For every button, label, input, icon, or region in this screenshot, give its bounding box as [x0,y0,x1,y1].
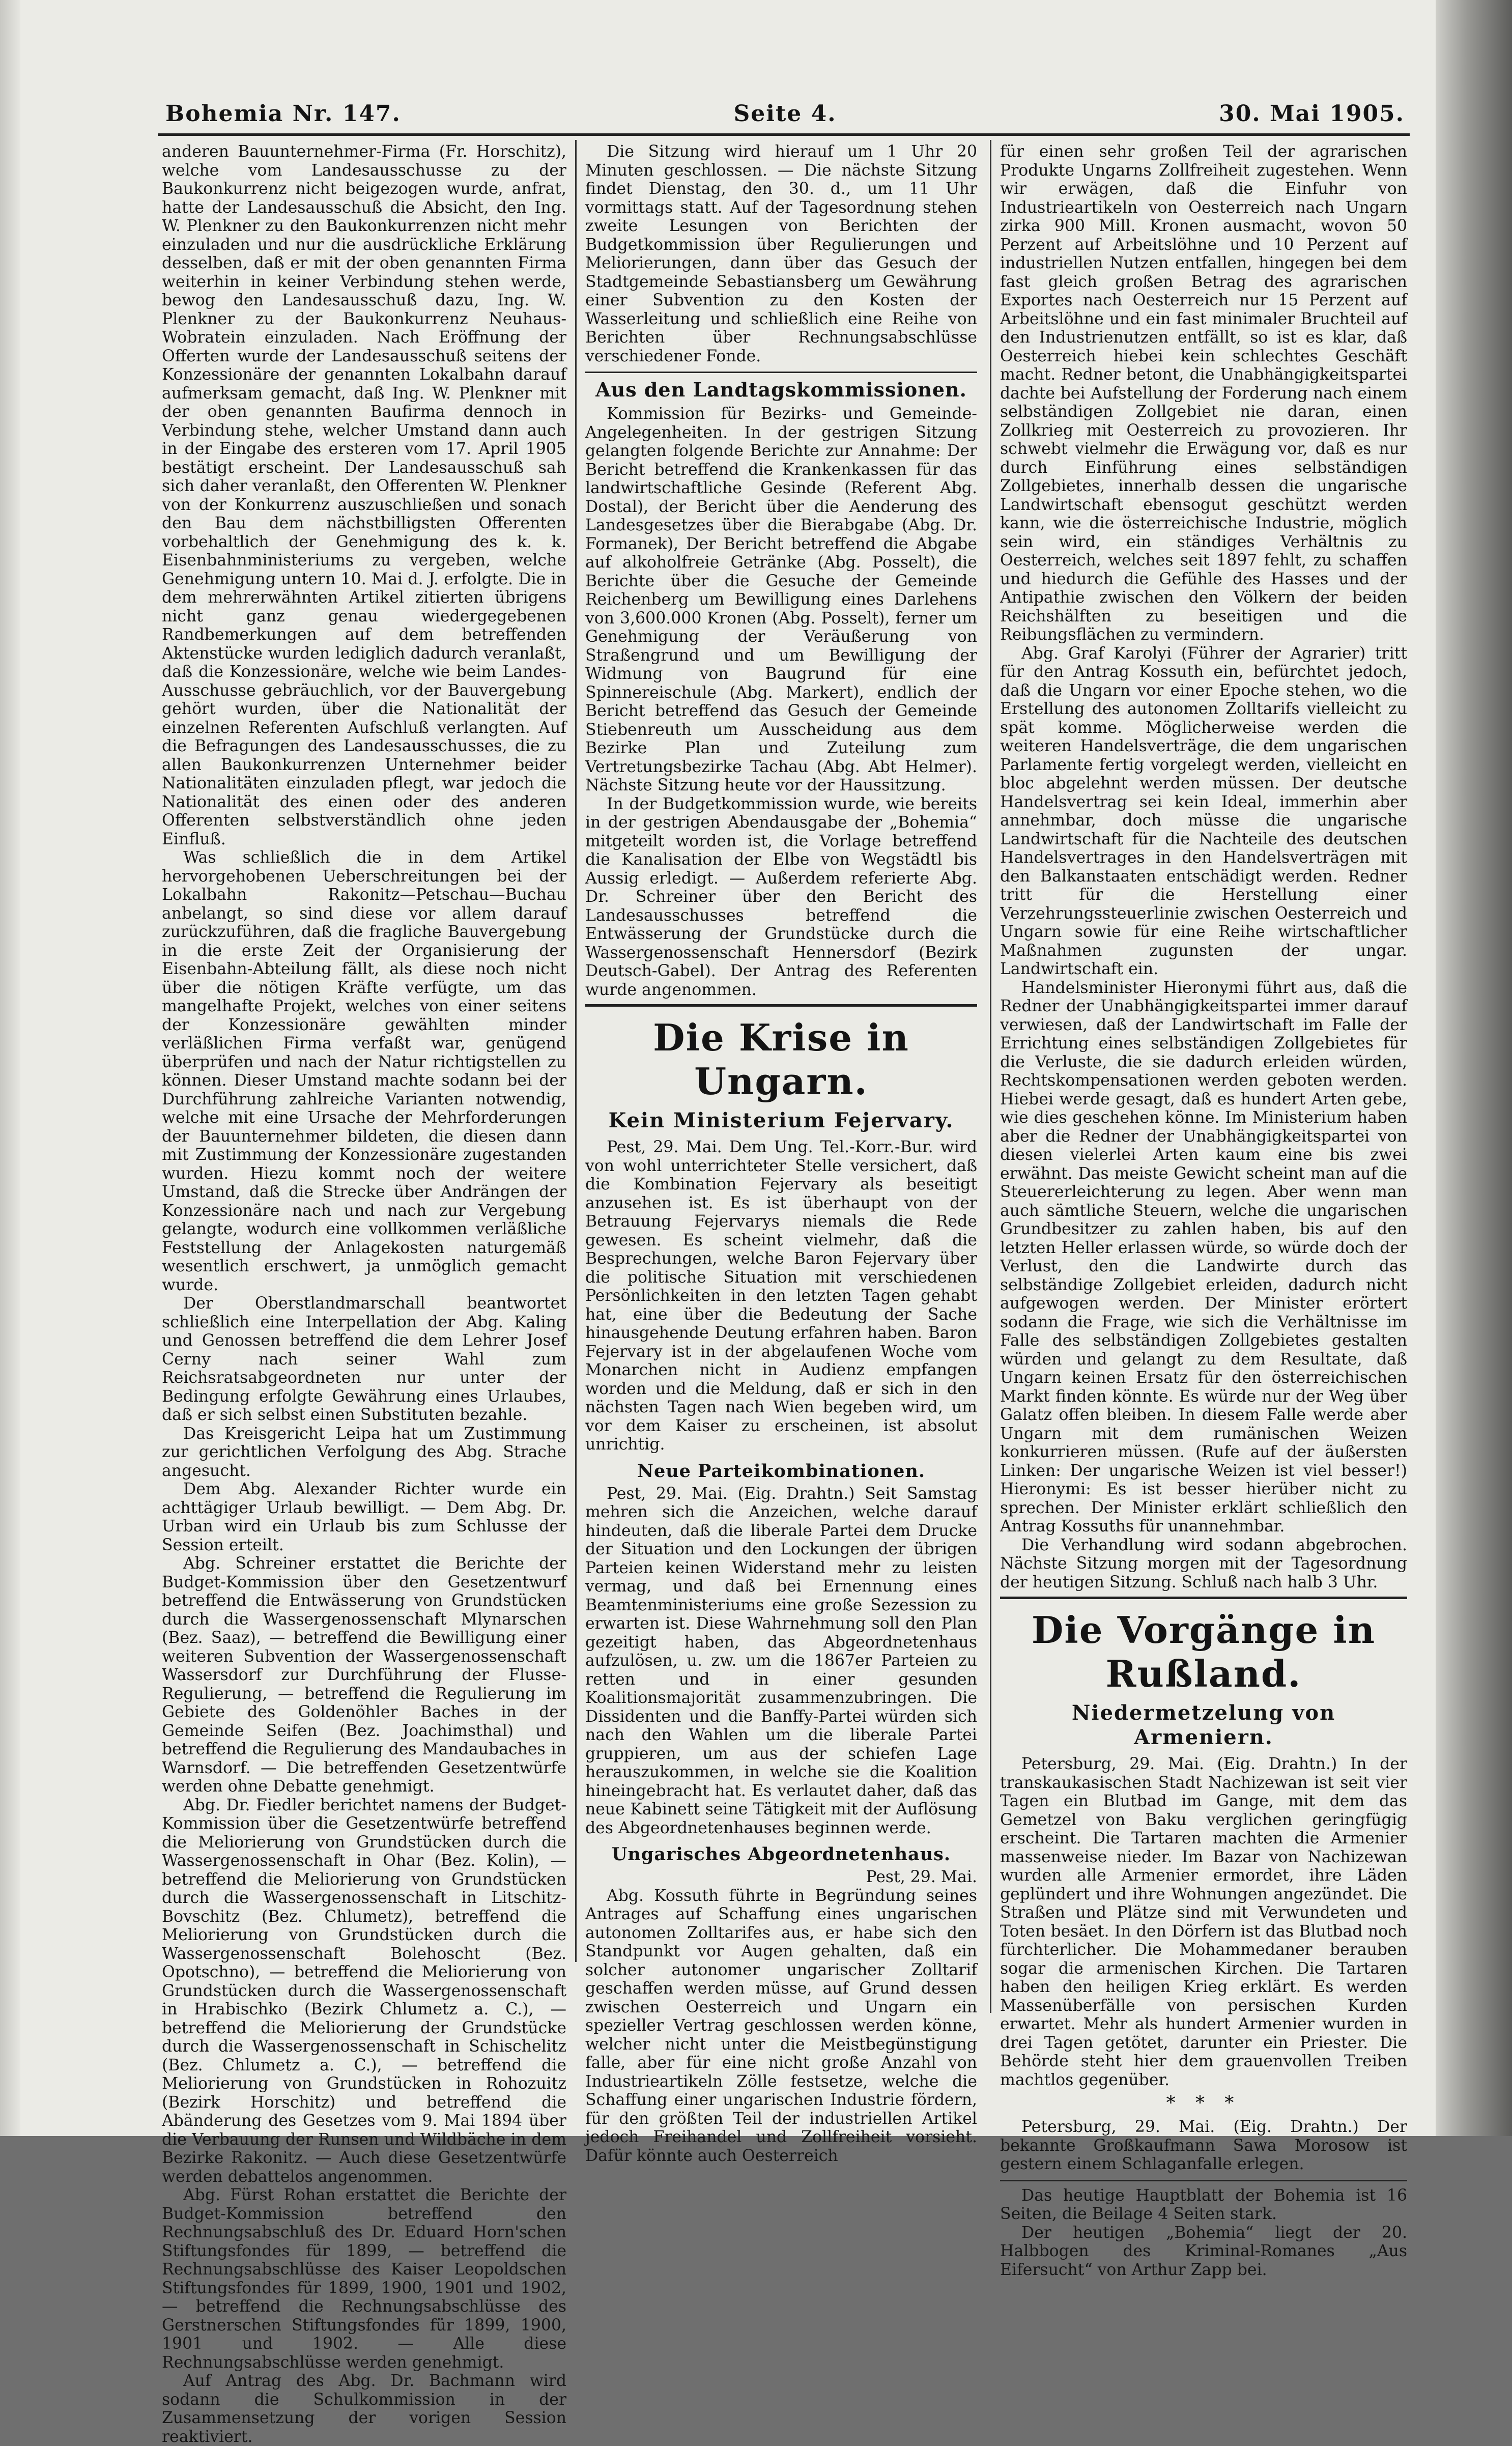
article-paragraph: In der Budgetkommission wurde, wie bereits in der gestrigen Abendausgabe der „Bohemia“ mitgeteilt worden ist, die Vorlage betreffend die Kanalisation der Elbe von Wegstädtl bis Aussig erledigt. — Außerdem referierte Abg. Dr. Schreiner über den Bericht des Landesausschusses betreffend die Entwässerung der Grundstücke durch die Wassergenossenschaft Hennersdorf (Bezirk Deutsch-Gabel). Der Antrag des Referenten wurde angenommen. [585,794,977,999]
article-paragraph: Die Sitzung wird hierauf um 1 Uhr 20 Minuten geschlossen. — Die nächste Sitzung findet Dienstag, den 30. d., um 11 Uhr vormittags statt. Auf der Tagesordnung stehen zweite Lesungen von Berichten der Budgetkommission über Regulierungen und Meliorierungen, dann über das Gesuch der Stadtgemeinde Sebastiansberg um Gewährung einer Subvention zu den Kosten der Wasserleitung und schließlich eine Reihe von Berichten über Rechnungsabschlüsse verschiedener Fonde. [585,143,977,365]
column-1 [162,143,566,2446]
dateline: Pest, 29. Mai. [866,1868,977,1886]
masthead-issue: Bohemia Nr. 147. [165,101,401,127]
article-paragraph: Das Kreisgericht Leipa hat um Zustimmung zur gerichtlichen Verfolgung des Abg. Strache angesucht. [162,1424,566,1480]
page-edge-right [1436,0,1512,2136]
article-paragraph: Pest, 29. Mai. Dem Ung. Tel.-Korr.-Bur. wird von wohl unterrichteter Stelle versichert, daß die Kombination Fejervary als beseitigt anzusehen ist. Es ist überhaupt von der Betrauung Fejervarys niemals die Rede gewesen. Es scheint vielmehr, daß die Besprechungen, welche Baron Fejervary über die politische Situation mit verschiedenen Persönlichkeiten in den letzten Tagen gehabt hat, eine über die Bedeutung der Sache hinausgehende Deutung erfahren haben. Baron Fejervary ist in der abgelaufenen Woche vom Monarchen nicht in Audienz empfangen worden und die Meldung, daß er sich in den nächsten Tagen nach Wien begeben wird, um vor dem Kaiser zu erscheinen, ist absolut unrichtig. [585,1138,977,1454]
section-rule [585,1004,977,1007]
article-paragraph: Abg. Fürst Rohan erstattet die Berichte der Budget-Kommission betreffend den Rechnungsabschluß des Dr. Eduard Horn'schen Stiftungsfondes für 1899, — betreffend die Rechnungsabschlüsse des Kaiser Leopoldschen Stiftungsfondes für 1899, 1900, 1901 und 1902, — betreffend die Rechnungsabschlüsse des Gerstnerschen Stiftungsfondes für 1899, 1900, 1901 und 1902. — Alle diese Rechnungsabschlüsse werden genehmigt. [162,2186,566,2372]
section-heading: Neue Parteikombinationen. [637,1460,926,1482]
article-paragraph: Auf Antrag des Abg. Dr. Bachmann wird sodann die Schulkommission in der Zusammensetzung der vorigen Session reaktiviert. [162,2372,566,2446]
article-headline: Die Krise in Ungarn. [653,1016,909,1103]
page-header [165,97,1405,132]
notice-paragraph: Der heutigen „Bohemia“ liegt der 20. Halbbogen des Kriminal-Romanes „Aus Eifersucht“ von Arthur Zapp bei. [1000,2223,1407,2279]
article-paragraph: für einen sehr großen Teil der agrarischen Produkte Ungarns Zollfreiheit zugestehen. Wenn wir erwägen, daß die Einfuhr von Industrieartikeln von Oesterreich nach Ungarn zirka 900 Mill. Kronen ausmacht, wovon 50 Perzent auf Arbeitslöhne und 10 Perzent auf industriellen Nutzen entfallen, hingegen bei dem fast gleich großen Betrag des agrarischen Exportes nach Oesterreich nur 15 Perzent auf Arbeitslöhne und ein fast minimaler Bruchteil auf den Industrienutzen entfällt, so ist es klar, daß Oesterreich hiebei kein schlechtes Geschäft macht. Redner betont, die Unabhängigkeitspartei dachte bei Aufstellung der Forderung nach einem selbständigen Zollgebiet nie daran, einen Zollkrieg mit Oesterreich zu provozieren. Ihr schwebt vielmehr die Erwägung vor, daß es nur durch Einführung eines selbständigen Zollgebietes, innerhalb dessen die ungarische Landwirtschaft ebensogut geschützt werden kann, wie die österreichische Industrie, möglich sein wird, ein ständiges Verhältnis zu Oesterreich, welches seit 1897 fehlt, zu schaffen und hiedurch die Gefühle des Hasses und der Antipathie zwischen den Völkern der beiden Reichshälften zu beseitigen und die Reibungsflächen zu vermindern. [1000,143,1407,644]
section-rule [585,372,977,373]
issue-date: 30. Mai 1905. [1219,101,1405,127]
article-paragraph: Abg. Dr. Fiedler berichtet namens der Budget-Kommission über die Gesetzentwürfe betreffend die Meliorierung von Grundstücken durch die Wassergenossenschaft in Ohar (Bez. Kolin), — betreffend die Meliorierung von Grundstücken durch die Wassergenossenschaft in Litschitz-Bovschitz (Bez. Chlumetz), betreffend die Meliorierung von Grundstücken durch die Wassergenossenschaft Bolehoscht (Bez. Opotschno), — betreffend die Meliorierung von Grundstücken durch die Wassergenossenschaft in Hrabischko (Bezirk Chlumetz a. C.), — betreffend die Meliorierung der Grundstücke durch die Wassergenossenschaft in Schischelitz (Bez. Chlumetz a. C.), — betreffend die Meliorierung von Grundstücken in Rohozuitz (Bezirk Horschitz) und betreffend die Abänderung des Gesetzes vom 9. Mai 1894 über die Verbauung der Runsen und Wildbäche in dem Bezirke Rakonitz. — Auch diese Gesetzentwürfe werden debattelos angenommen. [162,1796,566,2186]
article-paragraph: Dem Abg. Alexander Richter wurde ein achttägiger Urlaub bewilligt. — Dem Abg. Dr. Urban wird ein Urlaub bis zum Schlusse der Session erteilt. [162,1480,566,1554]
article-paragraph: Abg. Kossuth führte in Begründung seines Antrages auf Schaffung eines ungarischen autonomen Zolltarifes aus, er habe sich den Standpunkt vor Augen gehalten, daß ein solcher autonomer ungarischer Zolltarif geschaffen werden müsse, auf Grund dessen zwischen Oesterreich und Ungarn ein spezieller Vertrag geschlossen werden könne, welcher nicht unter die Meistbegünstigung falle, aber für eine nicht große Anzahl von Industrieartikeln Zölle festsetze, welche die Schaffung einer ungarischen Industrie fördern, für den größten Teil der industriellen Artikel jedoch Freihandel und Zollfreiheit vorsieht. Dafür könnte auch Oesterreich [585,1886,977,2165]
column-2 [585,143,977,2165]
article-paragraph: Abg. Schreiner erstattet die Berichte der Budget-Kommission über den Gesetzentwurf betreffend die Entwässerung von Grundstücken durch die Wassergenossenschaft Mlynarschen (Bez. Saaz), — betreffend die Bewilligung einer weiteren Subvention der Wassergenossenschaft Wassersdorf zur Durchführung der Flusse-Regulierung, — betreffend die Regulierung im Gebiete des Goldenöhler Baches in der Gemeinde Seifen (Bez. Joachimsthal) und betreffend die Regulierung des Mandaubaches in Warnsdorf. — Die betreffenden Gesetzentwürfe werden ohne Debatte genehmigt. [162,1554,566,1796]
section-heading: Aus den Landtagskommissionen. [595,378,967,401]
column-divider [575,140,577,1962]
article-paragraph: Die Verhandlung wird sodann abgebrochen. Nächste Sitzung morgen mit der Tagesordnung der heutigen Sitzung. Schluß nach halb 3 Uhr. [1000,1535,1407,1591]
article-paragraph: Handelsminister Hieronymi führt aus, daß die Redner der Unabhängigkeitspartei immer darauf verwiesen, daß der Landwirtschaft im Falle der Errichtung eines selbständigen Zollgebietes für die Verluste, die sie dadurch erleiden würden, Rechtskompensationen werden geboten werden. Hiebei werde gesagt, daß es hundert Arten gebe, wie dies geschehen könne. Im Ministerium haben aber die Redner der Unabhängigkeitspartei von diesen vielerlei Arten kaum eine bis zwei erwähnt. Das meiste Gewicht scheint man auf die Steuererleichterung zu legen. Aber wenn man auch sämtliche Steuern, welche die ungarischen Grundbesitzer zu zahlen haben, bis auf den letzten Heller erlassen würde, so würde doch der Verlust, den die Landwirte durch das selbständige Zollgebiet erleiden, dadurch nicht aufgewogen werden. Der Minister erörtert sodann die Frage, wie sich die Verhältnisse im Falle des selbständigen Zollgebietes gestalten würden und gelangt zu dem Resultate, daß Ungarn keinen Ersatz für den österreichischen Markt finden könnte. Es würde nur der Weg über Galatz offen bleiben. In diesem Falle werde aber Ungarn mit dem rumänischen Weizen konkurrieren müssen. (Rufe auf der äußersten Linken: Der ungarische Weizen ist viel besser!) Hieronymi: Es ist besser hierüber nicht zu sprechen. Der Minister erklärt schließlich den Antrag Kossuths für unannehmbar. [1000,978,1407,1535]
page-edge-left [0,0,20,2136]
article-paragraph: Was schließlich die in dem Artikel hervorgehobenen Ueberschreitungen bei der Lokalbahn Rakonitz—Petschau—Buchau anbelangt, so sind diese vor allem darauf zurückzuführen, daß die fragliche Bauvergebung in die erste Zeit der Organisierung der Eisenbahn-Abteilung fällt, als diese noch nicht über die nötigen Kräfte verfügte, um das mangelhafte Projekt, welches von einer seitens der Konzessionäre gewählten minder verläßlichen Firma verfaßt war, genügend überprüfen und nach der Natur richtigstellen zu können. Dieser Umstand machte sodann bei der Durchführung zahlreiche Varianten notwendig, welche mit eine Ursache der Mehrforderungen der Bauunternehmer bildeten, die diesen dann mit Zustimmung der Konzessionäre zugestanden wurden. Hiezu kommt noch der weitere Umstand, daß die Strecke über Andrängen der Konzessionäre nach und nach zur Vergebung gelangte, wodurch eine vollkommen verläßliche Feststellung der Anlagekosten naturgemäß wesentlich erschwert, ja unmöglich gemacht wurde. [162,848,566,1294]
section-rule [1000,1597,1407,1599]
article-paragraph: Abg. Graf Karolyi (Führer der Agrarier) tritt für den Antrag Kossuth ein, befürchtet jedoch, daß die Ungarn vor einer Epoche stehen, wo die Erstellung des autonomen Zolltarifs vielleicht zu spät komme. Möglicherweise werden die weiteren Handelsverträge, die dem ungarischen Parlamente fertig vorgelegt werden, vielleicht en bloc abgelehnt werden müssen. Der deutsche Handelsvertrag sei kein Ideal, immerhin aber annehmbar, doch müsse die ungarische Landwirtschaft für die Nachteile des deutschen Handelsvertrages in den Handelsverträgen mit den Balkanstaaten entschädigt werden. Redner tritt für die Herstellung einer Verzehrungssteuerlinie zwischen Oesterreich und Ungarn sowie für eine Reihe wirtschaftlicher Maßnahmen zugunsten der ungar. Landwirtschaft ein. [1000,644,1407,978]
separator-stars: * * * [1166,2093,1241,2114]
section-heading: Ungarisches Abgeordnetenhaus. [611,1844,951,1865]
section-rule [1000,2180,1407,2181]
article-paragraph: Der Oberstlandmarschall beantwortet schließlich eine Interpellation der Abg. Kaling und Genossen betreffend die dem Lehrer Josef Cerny nach seiner Wahl zum Reichsratsabgeordneten nur unter der Bedingung erfolgte Gewährung eines Urlaubes, daß er sich selbst einen Substituten bezahle. [162,1294,566,1424]
column-divider [990,140,991,2013]
notice-paragraph: Das heutige Hauptblatt der Bohemia ist 16 Seiten, die Beilage 4 Seiten stark. [1000,2186,1407,2223]
article-paragraph: Petersburg, 29. Mai. (Eig. Drahtn.) In der transkaukasischen Stadt Nachizewan ist seit vier Tagen ein Blutbad im Gange, mit dem das Gemetzel von Baku verglichen geringfügig erscheint. Die Tartaren machten die Armenier massenweise nieder. Im Bazar von Nachizewan wurden alle Armenier ermordet, ihre Läden geplündert und ihre Wohnungen angezündet. Die Straßen und Plätze sind mit Verwundeten und Toten besäet. In den Dörfern ist das Blutbad noch fürchterlicher. Die Mohammedaner berauben sogar die armenischen Kirchen. Die Tartaren haben den heiligen Krieg erklärt. Es werden Massenüberfälle von persischen Kurden erwartet. Mehr als hundert Armenier wurden in drei Tagen getötet, darunter ein Priester. Die Behörde steht hier dem grauenvollen Treiben machtlos gegenüber. [1000,1755,1407,2089]
column-3 [1000,143,1407,2279]
article-paragraph: Kommission für Bezirks- und Gemeinde-Angelegenheiten. In der gestrigen Sitzung gelangten folgende Berichte zur Annahme: Der Bericht betreffend die Krankenkassen für das landwirtschaftliche Gesinde (Referent Abg. Dostal), der Bericht über die Aenderung des Landesgesetzes über die Bierabgabe (Abg. Dr. Formanek), Der Bericht betreffend die Abgabe auf alkoholfreie Getränke (Abg. Posselt), die Berichte über die Gesuche der Gemeinde Reichenberg um Bewilligung eines Darlehens von 3,600.000 Kronen (Abg. Posselt), ferner um Genehmigung der Veräußerung von Straßengrund und um Bewilligung der Widmung von Baugrund für eine Spinnereischule (Abg. Markert), endlich der Bericht betreffend das Gesuch der Gemeinde Stiebenreuth um Ausscheidung aus dem Bezirke Plan und Zuteilung zum Vertretungsbezirke Tachau (Abg. Abt Helmer). Nächste Sitzung heute vor der Haussitzung. [585,405,977,794]
article-paragraph: Pest, 29. Mai. (Eig. Drahtn.) Seit Samstag mehren sich die Anzeichen, welche darauf hindeuten, daß die liberale Partei dem Drucke der Situation und den Lockungen der übrigen Parteien keinen Widerstand mehr zu leisten vermag, und daß bei Ernennung eines Beamtenministeriums eine große Sezession zu erwarten ist. Diese Wahrnehmung soll den Plan gezeitigt haben, das Abgeordnetenhaus aufzulösen, u. zw. um die 1867er Parteien zu retten und in einer gesunden Koalitionsmajorität zusammenzubringen. Die Dissidenten und die Banffy-Partei würden sich nach den Wahlen um die liberale Partei gruppieren, um aus der schiefen Lage herauszukommen, in welche sie die Koalition hineingebracht hat. Es verlautet daher, daß das neue Kabinett seine Tätigkeit mit der Auflösung des Abgeordnetenhauses beginnen werde. [585,1484,977,1837]
article-paragraph: anderen Bauunternehmer-Firma (Fr. Horschitz), welche vom Landesausschusse zu der Baukonkurrenz nicht beigezogen wurde, anfrat, hatte der Landesausschuß die Absicht, den Ing. W. Plenkner zu den Baukonkurrenzen nicht mehr einzuladen und nur die ausdrückliche Erklärung desselben, daß er mit der oben genannten Firma weiterhin in keiner Verbindung stehen werde, bewog den Landesausschuß dazu, Ing. W. Plenkner zu der Baukonkurrenz Neuhaus-Wobratein einzuladen. Nach Eröffnung der Offerten wurde der Landesausschuß seitens der Konzessionäre der genannten Lokalbahn darauf aufmerksam gemacht, daß Ing. W. Plenkner mit der oben genannten Baufirma dennoch in Verbindung stehe, welcher Umstand dann auch in der Eingabe des ersteren vom 17. April 1905 bestätigt erscheint. Der Landesausschuß sah sich daher veranlaßt, den Offerenten W. Plenkner von der Konkurrenz auszuschließen und sonach den Bau dem nächstbilligsten Offerenten vorbehaltlich der Genehmigung des k. k. Eisenbahnministeriums zu vergeben, welche Genehmigung untern 10. Mai d. J. erfolgte. Die in dem mehrerwähnten Artikel zitierten übrigens nicht ganz genau wiedergegebenen Randbemerkungen auf dem betreffenden Aktenstücke wurden lediglich dadurch veranlaßt, daß die Konzessionäre, welche wie beim Landes-Ausschusse gebräuchlich, vor der Bauvergebung gehört wurden, über die Nationalität der einzelnen Referenten Aufschluß verlangten. Auf die Befragungen des Landesausschusses, die zu allen Baukonkurrenzen Unternehmer beider Nationalitäten einzuladen pflegt, war jedoch die Nationalität des einen oder des anderen Offerenten selbstverständlich ohne jeden Einfluß. [162,143,566,848]
article-subheadline: Kein Ministerium Fejervary. [608,1108,954,1132]
page-number: Seite 4. [733,101,837,127]
article-paragraph: Petersburg, 29. Mai. (Eig. Drahtn.) Der bekannte Großkaufmann Sawa Morosow ist gestern einem Schlaganfalle erlegen. [1000,2118,1407,2173]
header-rule [158,133,1410,136]
article-subheadline: Niedermetzelung von Armeniern. [1071,1701,1336,1749]
article-headline: Die Vorgänge in Rußland. [1031,1608,1376,1695]
